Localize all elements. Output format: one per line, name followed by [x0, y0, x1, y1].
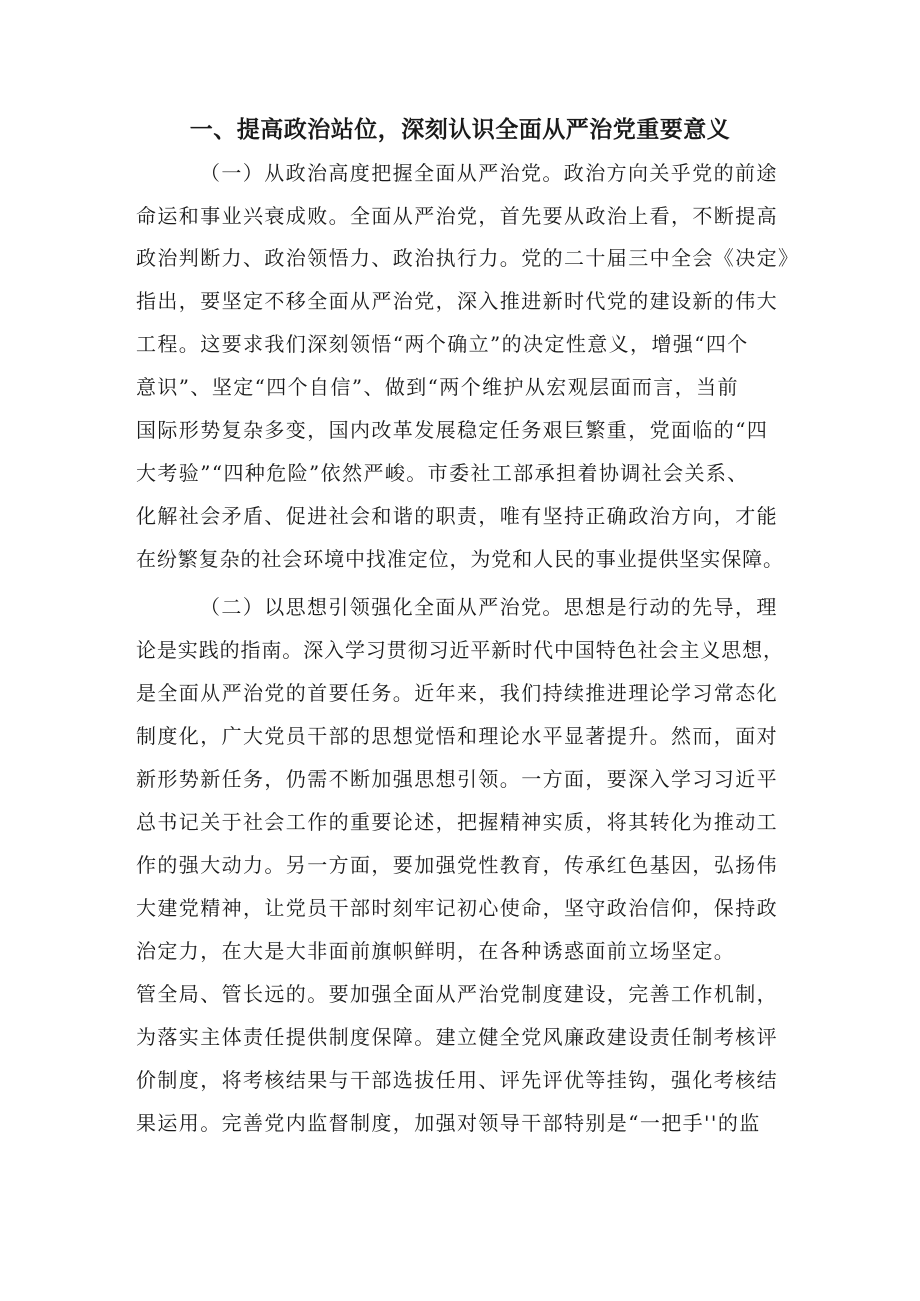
paragraph-1-line-6: 意识”、坚定“四个自信”、做到“两个维护从宏观层面而言，当前 [136, 375, 739, 399]
paragraph-3-line-3: 价制度，将考核结果与干部选拔任用、评先评优等挂钩，强化考核结 [136, 1068, 778, 1092]
paragraph-1-line-4: 指出，要坚定不移全面从严治党，深入推进新时代党的建设新的伟大 [136, 289, 778, 313]
paragraph-1-line-5: 工程。这要求我们深刻领悟“两个确立”的决定性意义，增强“四个 [136, 332, 749, 356]
paragraph-2-line-3: 是全面从严治党的首要任务。近年来，我们持续推进理论学习常态化 [136, 681, 778, 705]
paragraph-3-line-1: 管全局、管长远的。要加强全面从严治党制度建设，完善工作机制， [136, 982, 778, 1006]
paragraph-1-line-3: 政治判断力、政治领悟力、政治执行力。党的二十届三中全会《决定》 [136, 246, 800, 270]
paragraph-2-line-4: 制度化，广大党员干部的思想觉悟和理论水平显著提升。然而，面对 [136, 724, 778, 748]
paragraph-1-line-8: 大考验”“四种危险”依然严峻。市委社工部承担着协调社会关系、 [136, 461, 749, 485]
paragraph-1-line-10: 在纷繁复杂的社会环境中找准定位，为党和人民的事业提供坚实保障。 [136, 547, 784, 571]
paragraph-2-line-6: 总书记关于社会工作的重要论述，把握精神实质，将其转化为推动工 [136, 810, 778, 834]
section-heading: 一、提高政治站位，深刻认识全面从严治党重要意义 [189, 117, 731, 143]
paragraph-1-line-9: 化解社会矛盾、促进社会和谐的职责，唯有坚持正确政治方向，才能 [136, 504, 778, 528]
paragraph-2-line-1: （二）以思想引领强化全面从严治党。思想是行动的先导，理 [200, 595, 778, 619]
paragraph-2-line-9: 治定力，在大是大非面前旗帜鲜明，在各种诱惑面前立场坚定。 [136, 939, 736, 963]
paragraph-3-line-4: 果运用。完善党内监督制度，加强对领导干部特别是“一把手''的监 [136, 1111, 761, 1135]
paragraph-1-line-1: （一）从政治高度把握全面从严治党。政治方向关乎党的前途 [200, 161, 778, 185]
paragraph-2-line-7: 作的强大动力。另一方面，要加强党性教育，传承红色基因，弘扬伟 [136, 853, 778, 877]
paragraph-2-line-5: 新形势新任务，仍需不断加强思想引领。一方面，要深入学习习近平 [136, 767, 778, 791]
paragraph-1-line-7: 国际形势复杂多变，国内改革发展稳定任务艰巨繁重，党面临的“四 [136, 418, 769, 442]
paragraph-2-line-2: 论是实践的指南。深入学习贯彻习近平新时代中国特色社会主义思想， [136, 638, 784, 662]
paragraph-2-line-8: 大建党精神，让党员干部时刻牢记初心使命，坚守政治信仰，保持政 [136, 896, 778, 920]
paragraph-1-line-2: 命运和事业兴衰成败。全面从严治党，首先要从政治上看，不断提高 [136, 204, 778, 228]
paragraph-3-line-2: 为落实主体责任提供制度保障。建立健全党风廉政建设责任制考核评 [136, 1025, 778, 1049]
